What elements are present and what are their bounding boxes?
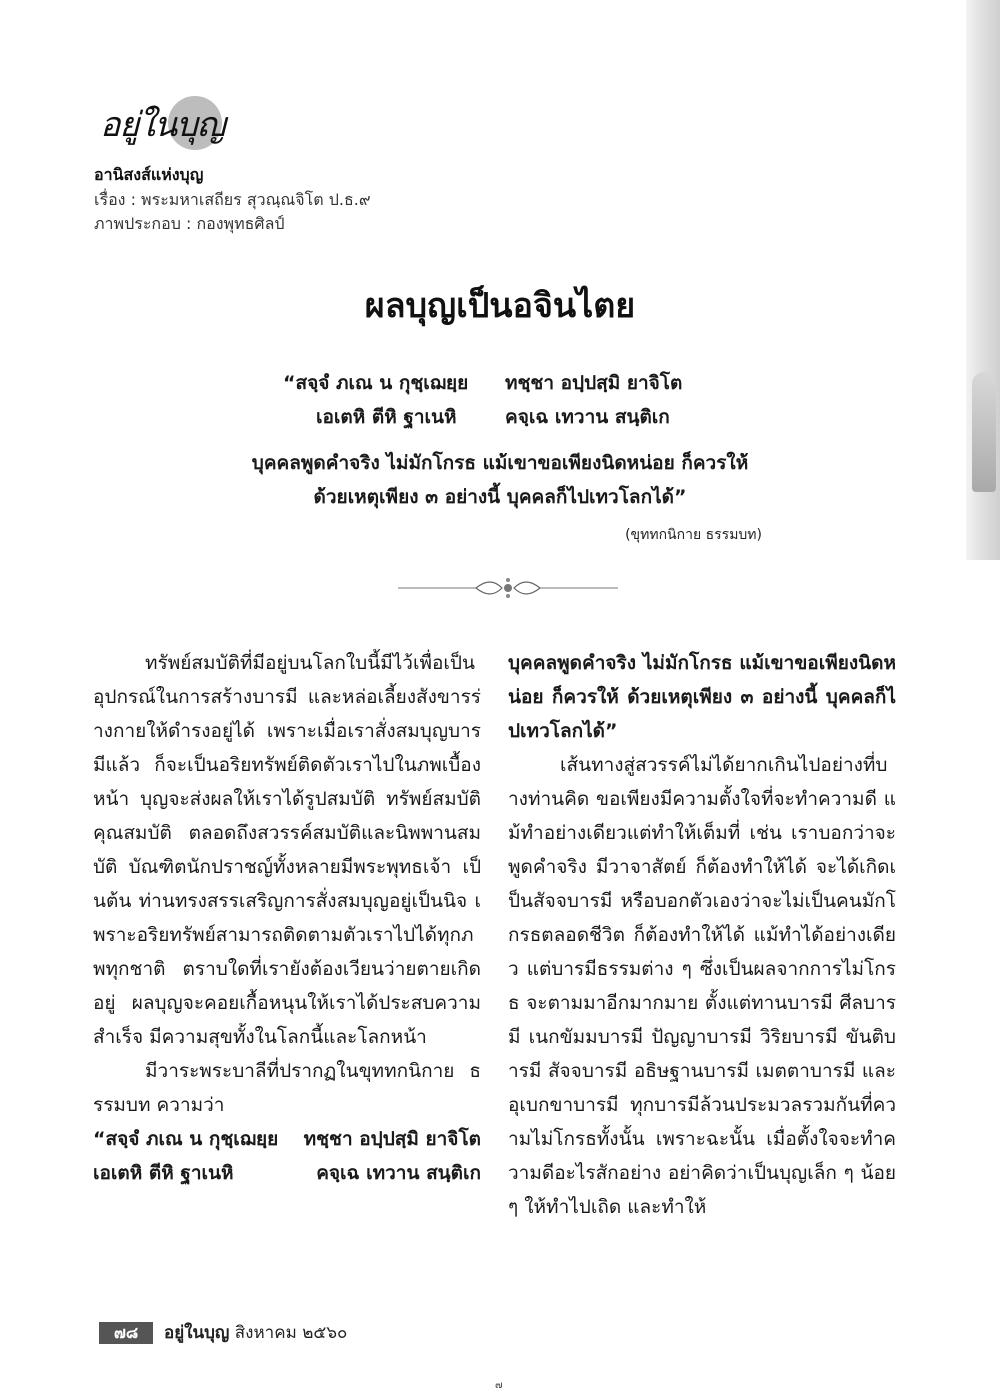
left-column — [93, 646, 481, 1296]
verse-thai-1: บุคคลพูดคำจริง ไม่มักโกรธ แม้เขาขอเพียงนิดหน่อย ก็ควรให้ — [251, 452, 749, 474]
illustration-credit: ภาพประกอบ : กองพุทธศิลป์ — [94, 214, 285, 233]
issue-date: สิงหาคม ๒๕๖๐ — [234, 1323, 348, 1343]
pull-verse-2b: คจฺเฉ เทวาน สนฺติเก — [316, 1162, 481, 1184]
quote-translation: บุคคลพูดคำจริง ไม่มักโกรธ แม้เขาขอเพียงนิดหน่อย ก็ควรให้ ด้วยเหตุเพียง ๓ อย่างนี้ บุคคลก็ไปเทวโลกได้” — [508, 652, 896, 742]
article-title: ผลบุญเป็นอจินไตย — [364, 286, 636, 326]
magazine-name: อยู่ในบุญ — [164, 1323, 230, 1343]
paragraph: เส้นทางสู่สวรรค์ไม่ได้ยากเกินไปอย่างที่บางท่านคิด ขอเพียงมีความตั้งใจที่จะทำความดี แม้ทำอย่างเดียวแต่ทำให้เต็มที่ เช่น เราบอกว่าจะพูดคำจริง มีวาจาสัตย์ ก็ต้องทำให้ได้ จะได้เกิดเป็นสัจจบารมี หรือบอกตัวเองว่าจะไม่เป็นคนมักโกรธตลอดชีวิต ก็ต้องทำให้ได้ แม้ทำได้อย่างเดียว แต่บารมีธรรมต่าง ๆ ซึ่งเป็นผลจากการไม่โกรธ จะตามมาอีกมากมาย ตั้งแต่ทานบารมี ศีลบารมี เนกขัมมบารมี ปัญญาบารมี วิริยบารมี ขันติบารมี สัจจบารมี อธิษฐานบารมี เมตตาบารมี และอุเบกขาบารมี ทุกบารมีล้วนประมวลรวมกันที่ความไม่โกรธทั้งนั้น เพราะฉะนั้น เมื่อตั้งใจจะทำความดีอะไรสักอย่าง อย่าคิดว่าเป็นบุญเล็ก ๆ น้อย ๆ ให้ทำไปเถิด และทำให้ — [508, 754, 896, 1218]
section-name: อานิสงส์แห่งบุญ — [94, 165, 204, 184]
paragraph: มีวาระพระบาลีที่ปรากฏในขุททกนิกาย ธรรมบท ความว่า — [93, 1060, 481, 1116]
pull-verse-1b: ทชฺชา อปฺปสฺมิ ยาจิโต — [303, 1128, 481, 1150]
column-logo: อยู่ในบุญ — [100, 105, 225, 145]
verse-thai-2: ด้วยเหตุเพียง ๓ อย่างนี้ บุคคลก็ไปเทวโลกได้” — [313, 486, 687, 508]
pull-verse-2a: เอเตหิ ตีหิ ฐาเนหิ — [93, 1162, 234, 1184]
verse-pali-2a: เอเตหิ ตีหิ ฐาเนหิ — [316, 406, 457, 428]
verse-pali-1b: ทชฺชา อปฺปสฺมิ ยาจิโต — [505, 372, 683, 394]
paragraph: ทรัพย์สมบัติที่มีอยู่บนโลกใบนี้มีไว้เพื่อเป็นอุปกรณ์ในการสร้างบารมี และหล่อเลี้ยงสังขารร่างกายให้ดำรงอยู่ได้ เพราะเมื่อเราสั่งสมบุญบารมีแล้ว ก็จะเป็นอริยทรัพย์ติดตัวเราไปในภพเบื้องหน้า บุญจะส่งผลให้เราได้รูปสมบัติ ทรัพย์สมบัติ คุณสมบัติ ตลอดถึงสวรรค์สมบัติและนิพพานสมบัติ บัณฑิตนักปราชญ์ทั้งหลายมีพระพุทธเจ้า เป็นต้น ท่านทรงสรรเสริญการสั่งสมบุญอยู่เป็นนิจ เพราะอริยทรัพย์สามารถติดตามตัวเราไปได้ทุกภพทุกชาติ ตราบใดที่เรายังต้องเวียนว่ายตายเกิดอยู่ ผลบุญจะคอยเกื้อหนุนให้เราได้ประสบความสำเร็จ มีความสุขทั้งในโลกนี้และโลกหน้า — [93, 652, 481, 1048]
verse-source: (ขุททกนิกาย ธรรมบท) — [625, 527, 762, 543]
ornament-divider — [398, 576, 618, 600]
bottom-mark: ๗ — [495, 1380, 503, 1391]
pull-verse-1a: “สจฺจํ ภเณ น กุชฺเฌยฺย — [93, 1128, 279, 1150]
author-credit: เรื่อง : พระมหาเสถียร สุวณฺณจิโต ป.ธ.๙ — [94, 190, 371, 209]
verse-pali-2b: คจฺเฉ เทวาน สนฺติเก — [505, 406, 670, 428]
pull-verse-line-2 — [93, 1156, 481, 1190]
page-number: ๗๘ — [99, 1322, 153, 1344]
footer-issue-info — [164, 1320, 347, 1346]
pull-verse-line-1 — [93, 1122, 481, 1156]
right-column — [508, 646, 896, 1296]
verse-pali-1a: “สจฺจํ ภเณ น กุชฺเฌยฺย — [283, 372, 469, 394]
